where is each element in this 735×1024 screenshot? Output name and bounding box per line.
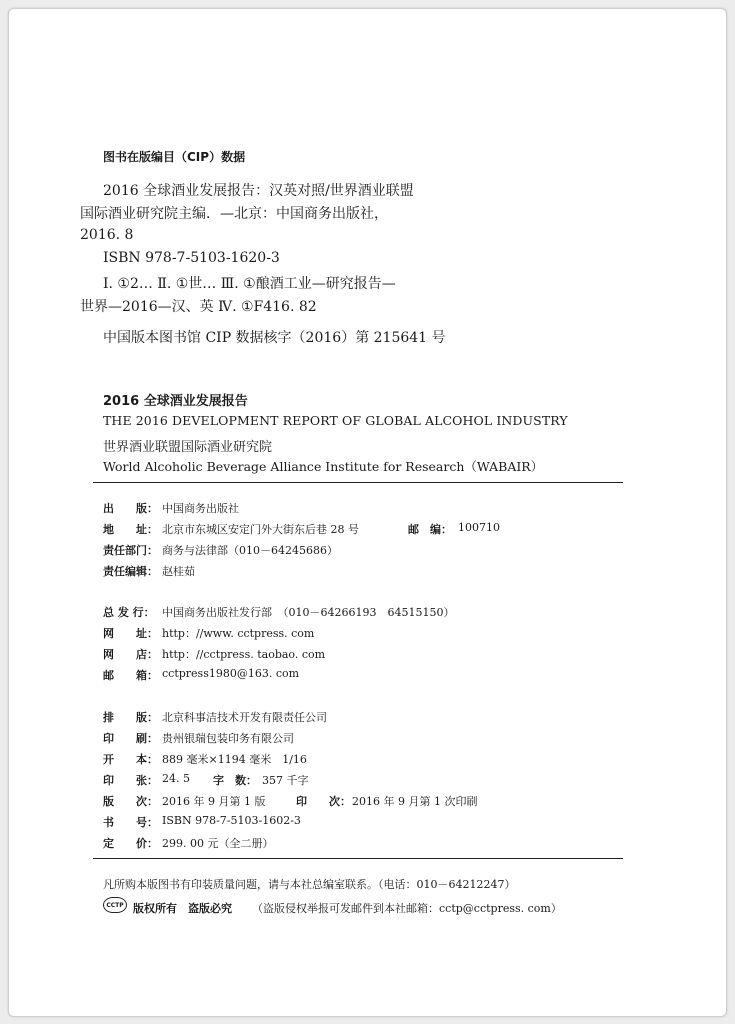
price-label: 定 价：: [103, 837, 158, 850]
publisher-label: 出 版：: [103, 502, 158, 515]
print-value: 贵州银瑞包装印务有限公司: [162, 732, 294, 745]
price-value: 299. 00 元（全二册）: [162, 837, 274, 850]
cip-line2: 国际酒业研究院主编．—北京：中国商务出版社，: [80, 206, 388, 222]
address-label: 地 址：: [103, 523, 158, 536]
editor-value: 赵桂茹: [162, 565, 195, 578]
dept-label: 责任部门：: [103, 544, 158, 557]
print-label: 印 刷：: [103, 732, 158, 745]
book-editor-en: World Alcoholic Beverage Alliance Institute for Research（WABAIR）: [103, 459, 544, 474]
typeset-value: 北京科事洁技术开发有限责任公司: [162, 711, 327, 724]
cip-line3: 2016. 8: [80, 227, 134, 243]
cip-class2: 世界—2016—汉、英 Ⅳ. ①F416. 82: [80, 299, 317, 315]
printrun-label: 印 次：: [296, 795, 351, 808]
website-link: http：//www. cctpress. com: [162, 627, 315, 640]
typeset-label: 排 版：: [103, 711, 158, 724]
piracy-report-notice: （盗版侵权举报可发邮件到本社邮箱：cctp@cctpress. com）: [252, 902, 562, 915]
distribution-label: 总 发 行：: [103, 606, 155, 619]
rights-reserved: 版权所有 盗版必究: [133, 902, 232, 915]
isbn-value: ISBN 978-7-5103-1602-3: [162, 814, 301, 827]
words-label: 字 数：: [213, 774, 257, 787]
postcode-value: 100710: [458, 521, 500, 534]
quality-notice: 凡所购本版图书有印装质量问题，请与本社总编室联系。（电话：010－64212247）: [103, 878, 516, 891]
top-divider: [93, 482, 623, 483]
dept-value: 商务与法律部（010－64245686）: [162, 544, 338, 557]
cctp-logo-icon: CCTP: [103, 897, 127, 913]
editor-label: 责任编辑：: [103, 565, 158, 578]
sheets-value: 24. 5: [162, 772, 190, 785]
distribution-value: 中国商务出版社发行部 （010－64266193 64515150）: [162, 606, 455, 619]
format-label: 开 本：: [103, 753, 158, 766]
address-value: 北京市东城区安定门外大街东后巷 28 号: [162, 523, 359, 536]
publisher-value: 中国商务出版社: [162, 502, 239, 515]
bottom-divider: [93, 858, 623, 859]
book-title-en: THE 2016 DEVELOPMENT REPORT OF GLOBAL ALCOHOL INDUSTRY: [103, 413, 568, 428]
book-editor-cn: 世界酒业联盟国际酒业研究院: [103, 440, 273, 455]
book-title-cn: 2016 全球酒业发展报告: [103, 394, 248, 409]
cip-isbn: ISBN 978-7-5103-1620-3: [103, 250, 280, 266]
edition-value: 2016 年 9 月第 1 版: [162, 795, 266, 808]
email-value: cctpress1980@163. com: [162, 667, 300, 680]
email-label: 邮 箱：: [103, 669, 158, 682]
format-value: 889 毫米×1194 毫米 1/16: [162, 753, 307, 766]
sheets-label: 印 张：: [103, 774, 158, 787]
words-value: 357 千字: [262, 774, 309, 787]
cip-class1: Ⅰ. ①2… Ⅱ. ①世… Ⅲ. ①酿酒工业—研究报告—: [103, 276, 396, 292]
shop-label: 网 店：: [103, 648, 158, 661]
isbn-label: 书 号：: [103, 816, 158, 829]
cip-library-number: 中国版本图书馆 CIP 数据核字（2016）第 215641 号: [103, 330, 446, 346]
cip-heading: 图书在版编目（CIP）数据: [103, 150, 246, 164]
postcode-label: 邮 编：: [408, 523, 452, 536]
website-label: 网 址：: [103, 627, 158, 640]
shop-link: http：//cctpress. taobao. com: [162, 648, 326, 661]
cip-line1: 2016 全球酒业发展报告：汉英对照/世界酒业联盟: [103, 183, 414, 199]
edition-label: 版 次：: [103, 795, 158, 808]
printrun-value: 2016 年 9 月第 1 次印刷: [352, 795, 478, 808]
